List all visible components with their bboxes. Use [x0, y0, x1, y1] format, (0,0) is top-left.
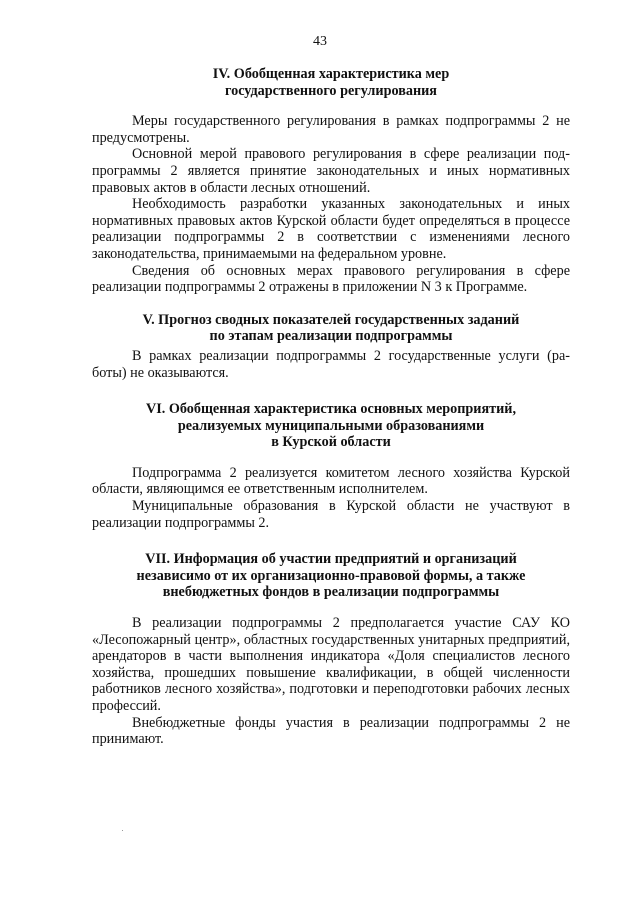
paragraph: В реализации подпрограммы 2 предполагается участие САУ КО «Лесопожарный центр», областных государственных унитарных предприятий, арендаторов в части выполнения индикатора «Доля специалистов лесного хозяйства, прошедших повышение квалификации, в общей численности работников лесного хозяйства», подготовки и переподготовки рабочих лесных профессий. — [92, 615, 570, 714]
paragraph: Муниципальные образования в Курской области не участвуют в реализации подпрограммы 2. — [92, 498, 570, 531]
scan-speck — [122, 830, 123, 831]
heading-line: V. Прогноз сводных показателей государственных заданий — [142, 311, 520, 328]
paragraph: Основной мерой правового регулирования в сфере реализации подпрограммы 2 является принятие законодательных и иных нормативных правовых актов в области лесных отношений. — [92, 146, 570, 196]
heading-line: независимо от их организационно-правовой формы, а также — [136, 567, 526, 584]
paragraph: Меры государственного регулирования в рамках подпрограммы 2 не предусмотрены. — [92, 113, 570, 146]
section-vii-heading — [92, 551, 570, 601]
page-content — [92, 66, 570, 748]
heading-line: VII. Информация об участии предприятий и организаций — [145, 551, 517, 568]
section-iv-heading — [92, 66, 570, 99]
heading-line: в Курской области — [271, 434, 391, 451]
heading-line: IV. Обобщенная характеристика мер — [212, 66, 450, 82]
heading-line: VI. Обобщенная характеристика основных мероприятий, — [145, 401, 517, 418]
paragraph: В рамках реализации подпрограммы 2 государственные услуги (работы) не оказываются. — [92, 347, 570, 381]
heading-line: государственного регулирования — [225, 82, 437, 99]
section-vi-heading — [92, 401, 570, 451]
heading-line: реализуемых муниципальными образованиями — [177, 417, 485, 434]
paragraph: Внебюджетные фонды участия в реализации подпрограммы 2 не принимают. — [92, 714, 570, 748]
heading-line: по этапам реализации подпрограммы — [209, 328, 453, 345]
paragraph: Сведения об основных мерах правового регулирования в сфере реализации подпрограммы 2 отражены в приложении N 3 к Программе. — [92, 262, 570, 296]
heading-line: внебюджетных фондов в реализации подпрограммы — [162, 584, 500, 601]
page-number: 43 — [313, 34, 327, 49]
section-v-heading — [92, 312, 570, 345]
paragraph: Необходимость разработки указанных законодательных и иных нормативных правовых актов Курской области будет определяться в процессе реализации подпрограммы 2 в соответствии с изменениями лесного законодательства, принимаемыми на федеральном уровне. — [92, 196, 570, 262]
paragraph: Подпрограмма 2 реализуется комитетом лесного хозяйства Курской области, являющимся ее ответственным исполнителем. — [92, 464, 570, 498]
